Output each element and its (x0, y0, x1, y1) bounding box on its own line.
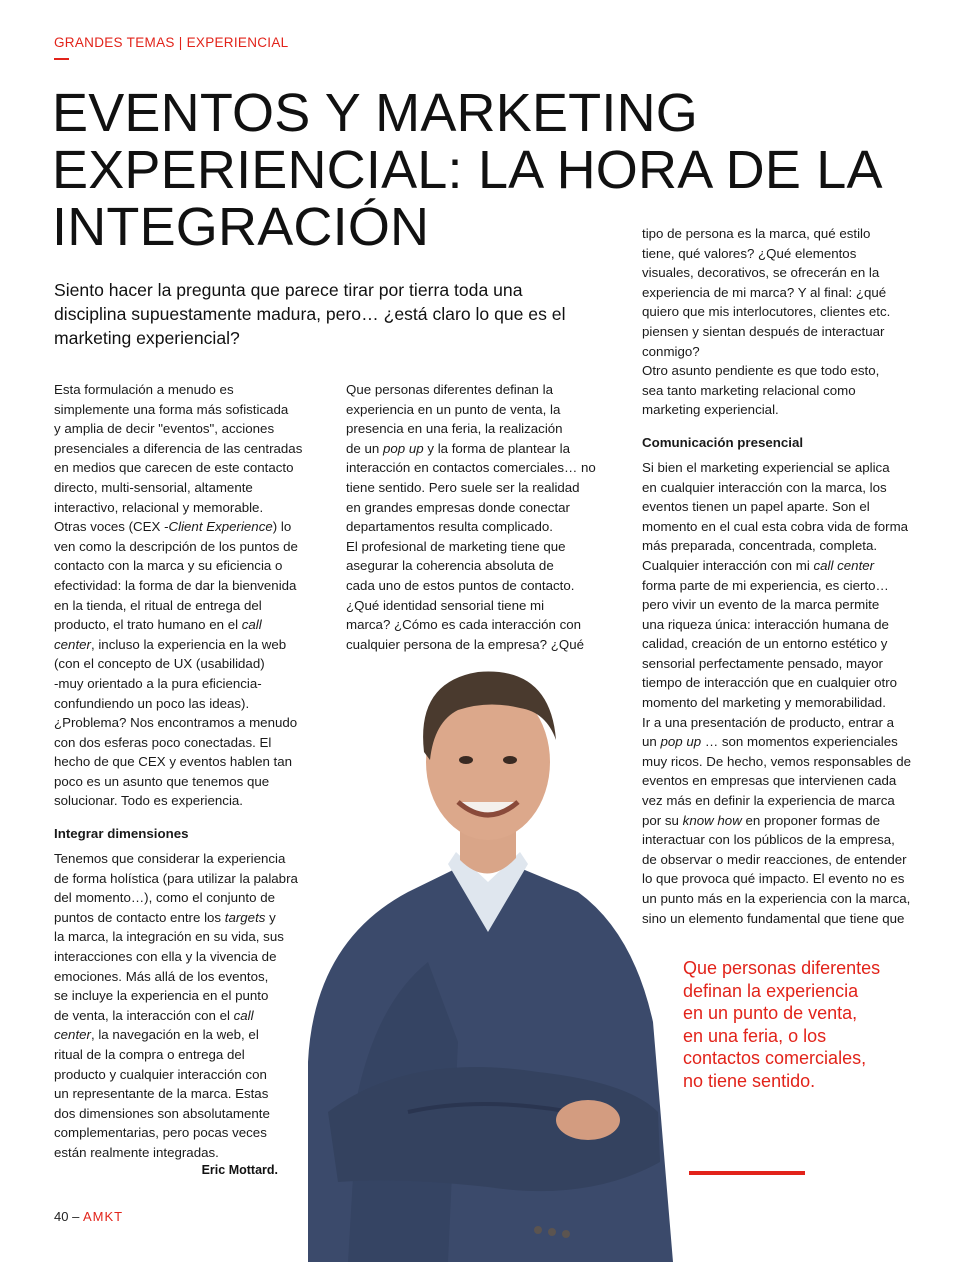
text-line: confundiendo un poco las ideas). (54, 695, 250, 711)
text-line: del momento…), como el conjunto de (54, 890, 275, 906)
text-run: en proponer formas de (741, 812, 881, 828)
text-line: calidad, creación de un entorno estético y (642, 636, 888, 652)
text-line (346, 439, 608, 459)
text-line: más preparada, concentrada, completa. (642, 538, 878, 554)
text-line: Tenemos que considerar la experiencia (54, 851, 286, 867)
text-line (54, 615, 309, 635)
text-italic: pop up (660, 734, 702, 750)
text-line: ritual de la compra o entrega del (54, 1047, 245, 1062)
sleeve-button (534, 1226, 542, 1234)
text-line: eventos en empresas que intervienen cada (642, 773, 897, 789)
text-line: complementarias, pero pocas veces (54, 1125, 267, 1141)
subheading: Comunicación presencial (642, 434, 804, 450)
paragraph (54, 849, 309, 1163)
text-line: momento del marketing y memorabilidad. (642, 695, 886, 711)
text-line: interactivo, relacional y memorable. (54, 499, 264, 515)
section-label: GRANDES TEMAS | EXPERIENCIAL (54, 35, 289, 50)
text-italic: targets (224, 909, 266, 925)
text-line: interactuar con los públicos de la empresa, (642, 832, 895, 848)
text-line: un punto más en la experiencia con la marca, (642, 891, 911, 906)
text-run: puntos de contacto entre los (54, 909, 222, 925)
paragraph (54, 380, 309, 517)
text-line: un representante de la marca. Estas (54, 1086, 269, 1102)
text-italic: call center (813, 557, 875, 573)
text-line: Otro asunto pendiente es que todo esto, (642, 363, 880, 379)
text-line: se incluye la experiencia en el punto (54, 988, 269, 1004)
subheading: Integrar dimensiones (54, 826, 189, 842)
text-line: eventos tienen un papel aparte. Son el (642, 499, 870, 515)
text-line: ¿Problema? Nos encontramos a menudo (54, 715, 298, 731)
sleeve-button (562, 1230, 570, 1238)
text-line: simplemente una forma más sofisticada (54, 401, 289, 417)
text-line: tiene sentido. Pero suele ser la realidad (346, 479, 580, 495)
text-italic: call (233, 1007, 254, 1023)
text-line: sea tanto marketing relacional como (642, 382, 856, 398)
text-line (54, 1025, 309, 1045)
article-column-2 (346, 380, 608, 654)
text-line (54, 517, 309, 537)
text-line (642, 732, 904, 752)
text-run: de venta, la interacción con el (54, 1007, 230, 1023)
text-line: en la tienda, el ritual de entrega del (54, 597, 262, 613)
text-line: El profesional de marketing tiene que (346, 538, 566, 554)
text-line: en cualquier interacción con la marca, los (642, 479, 887, 495)
page-footer (54, 1209, 123, 1224)
text-line: momento en el cual esta cobra vida de forma (642, 518, 909, 534)
paragraph (642, 458, 912, 928)
eye (459, 756, 473, 764)
text-line: tipo de persona es la marca, qué estilo (642, 226, 871, 241)
text-line: departamentos resulta complicado. (346, 519, 553, 535)
pull-quote-line: en una feria, o los (683, 1025, 827, 1046)
title-line: INTEGRACIÓN (52, 197, 430, 257)
text-line: presenciales a diferencia de las centradas (54, 440, 303, 456)
text-line: y amplia de decir "eventos", acciones (54, 421, 275, 437)
text-line: visuales, decorativos, se ofrecerán en la (642, 265, 880, 281)
text-italic: call (241, 617, 262, 633)
text-line: emociones. Más allá de los eventos, (54, 968, 269, 984)
text-line (642, 811, 904, 831)
text-run: , la navegación en la web, el (90, 1027, 259, 1043)
text-italic: Client Experience (168, 519, 273, 535)
text-run: producto, el trato humano en el (54, 617, 239, 633)
text-line: marca? ¿Cómo es cada interacción con (346, 617, 582, 633)
page-number: 40 (54, 1209, 69, 1224)
text-line: poco es un asunto que tenemos que (54, 773, 270, 789)
text-line: muy ricos. De hecho, vemos responsables de (642, 753, 912, 769)
text-line: cualquier persona de la empresa? ¿Qué (346, 636, 585, 652)
text-italic: pop up (382, 440, 424, 456)
text-line: presencia en una feria, la realización (346, 421, 563, 437)
article-column-1 (54, 380, 309, 1163)
text-line: vez más en definir la experiencia de marca (642, 793, 895, 809)
text-line: piensen y sientan después de interactuar (642, 323, 885, 339)
text-line (54, 635, 309, 655)
text-italic: center (54, 1027, 91, 1043)
lead-line: disciplina supuestamente madura, pero… ¿está claro lo que es el (54, 304, 566, 324)
footer-separator: – (72, 1209, 80, 1224)
sleeve-button (548, 1228, 556, 1236)
pull-quote-line: Que personas diferentes (683, 958, 881, 978)
text-run: ) lo (272, 519, 292, 535)
pull-quote-line: definan la experiencia (683, 980, 859, 1001)
text-line: en grandes empresas donde conectar (346, 499, 570, 515)
text-line: dos dimensiones son absolutamente (54, 1105, 270, 1121)
text-line: producto y cualquier interacción con (54, 1066, 267, 1082)
text-line: cada uno de estos puntos de contacto. (346, 577, 575, 593)
text-line: pero vivir un evento de la marca permite (642, 597, 880, 613)
text-line: en medios que carecen de este contacto (54, 460, 294, 476)
text-line (642, 556, 904, 576)
pull-quote-line: contactos comerciales, (683, 1048, 867, 1069)
text-line: interacción en contactos comerciales… no (346, 460, 596, 476)
text-run: un (642, 734, 657, 750)
photo-caption: Eric Mottard. (201, 1163, 278, 1177)
article-column-3 (642, 224, 912, 928)
text-line: Ir a una presentación de producto, entrar a (642, 714, 895, 730)
pull-quote-rule (689, 1171, 805, 1175)
text-line: marketing experiencial. (642, 402, 779, 418)
text-line: sensorial perfectamente pensado, mayor (642, 655, 883, 671)
text-line: tiene, qué valores? ¿Qué elementos (642, 245, 857, 261)
pull-quote (683, 957, 923, 1093)
text-line: con dos esferas poco conectadas. El (54, 734, 272, 750)
text-line: de forma holística (para utilizar la palabra (54, 870, 298, 886)
text-line: lo que provoca qué impacto. El evento no es (642, 871, 905, 887)
text-line: efectividad: la forma de dar la bienvenida (54, 577, 297, 593)
text-line: quiero que mis interlocutores, clientes etc. (642, 304, 891, 320)
text-run: Otras voces (CEX - (54, 519, 169, 535)
hand (556, 1100, 620, 1140)
article-lead (54, 278, 574, 350)
eye (503, 756, 517, 764)
text-run: y (265, 909, 276, 925)
paragraph (346, 380, 608, 654)
title-line: EXPERIENCIAL: LA HORA DE LA (52, 140, 883, 200)
text-line: una riqueza única: interacción humana de (642, 616, 889, 632)
text-line (54, 908, 309, 928)
text-run: Cualquier interacción con mi (642, 557, 810, 573)
text-line: ven como la descripción de los puntos de (54, 538, 298, 554)
text-line: tiempo de interacción que en cualquier otro (642, 675, 898, 691)
title-line: EVENTOS Y MARKETING (52, 83, 698, 143)
text-line: Si bien el marketing experiencial se aplica (642, 459, 890, 475)
text-italic: know how (682, 812, 742, 828)
text-line: sino un elemento fundamental que tiene que (642, 910, 905, 926)
text-run: y la forma de plantear la (423, 440, 570, 456)
text-line: Que personas diferentes definan la (346, 382, 553, 397)
text-line: contacto con la marca y su eficiencia o (54, 558, 283, 574)
text-line: interacciones con ella y la vivencia de (54, 949, 277, 965)
text-run: … son momentos experienciales (701, 734, 898, 750)
paragraph (54, 517, 309, 811)
text-line (54, 1006, 309, 1026)
section-divider (54, 58, 69, 60)
text-line: experiencia de mi marca? Y al final: ¿qué (642, 284, 887, 300)
text-line: (con el concepto de UX (usabilidad) (54, 656, 265, 672)
text-run: por su (642, 812, 679, 828)
text-line: directo, multi-sensorial, altamente (54, 479, 253, 495)
text-line: de observar o medir reacciones, de entender (642, 851, 907, 867)
text-line: están realmente integradas. (54, 1144, 219, 1160)
text-line: -muy orientado a la pura eficiencia- (54, 675, 262, 691)
pull-quote-line: no tiene sentido. (683, 1070, 816, 1091)
brand-logo: AMKT (82, 1209, 124, 1224)
text-line: asegurar la coherencia absoluta de (346, 558, 554, 574)
text-line: conmigo? (642, 343, 700, 359)
text-line: ¿Qué identidad sensorial tiene mi (346, 597, 545, 613)
pull-quote-line: en un punto de venta, (683, 1003, 858, 1024)
paragraph (642, 224, 904, 420)
text-line: forma parte de mi experiencia, es cierto… (642, 577, 889, 593)
text-line: experiencia en un punto de venta, la (346, 401, 561, 417)
lead-line: Siento hacer la pregunta que parece tirar por tierra toda una (54, 280, 523, 300)
text-italic: center (54, 636, 91, 652)
text-line: Esta formulación a menudo es (54, 382, 234, 397)
text-line: la marca, la integración en su vida, sus (54, 929, 284, 945)
text-run: de un (346, 440, 380, 456)
text-run: , incluso la experiencia en la web (90, 636, 287, 652)
portrait-photo (288, 642, 688, 1262)
text-line: hecho de que CEX y eventos hablen tan (54, 754, 293, 770)
text-line: solucionar. Todo es experiencia. (54, 793, 243, 809)
lead-line: marketing experiencial? (54, 328, 240, 348)
